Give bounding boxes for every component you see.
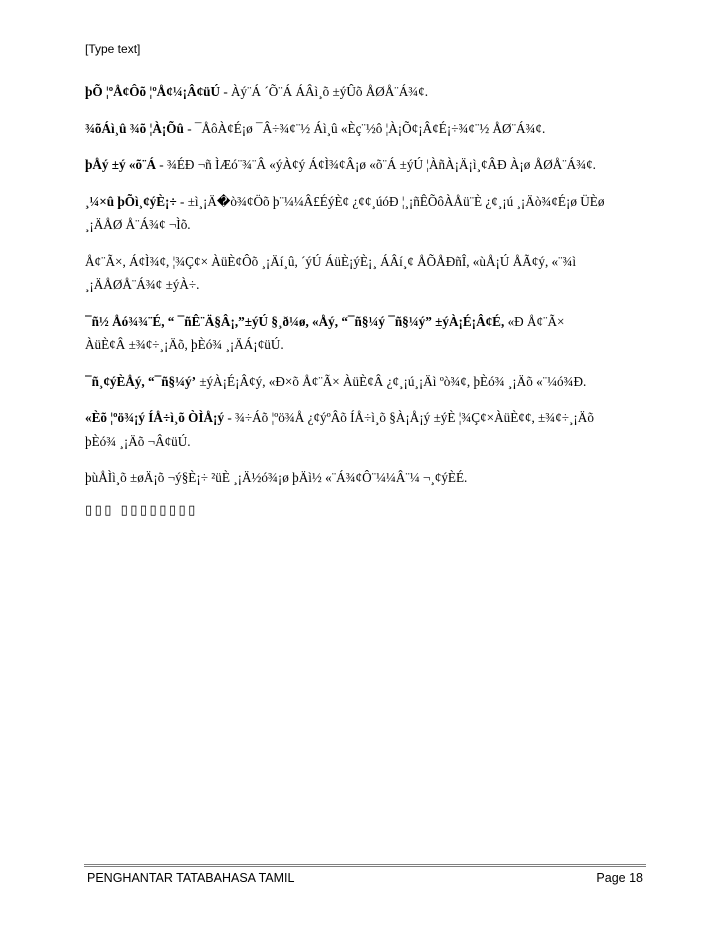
text-line: [85, 370, 645, 394]
bold-text-segment: þÕ ¦ºÅ¢Ôõ ¦ºÅ¢¼¡Â¢üÚ: [85, 84, 221, 99]
text-line: [85, 153, 645, 177]
paragraph: [85, 117, 645, 141]
text-segment: - ±ì¸¡Ä�ò¾¢Öõ þ¨¼¼Â£ÉýÈ¢ ¿¢¢¸úóÐ ¦¸¡ñÊÕôÀÅü¨È ¿¢¸¡ú ¸¡Äò¾¢É¡ø ÜÈø: [176, 193, 605, 209]
text-segment: - Àý¨Á ´Õ¨Á ÁÂì¸õ ±ýÛõ ÅØÅ¨Á¾¢.: [220, 84, 428, 99]
text-segment: «Ð Å¢¨Ã×: [504, 313, 565, 329]
missing-glyph-boxes: ▯▯▯ ▯▯▯▯▯▯▯▯: [85, 502, 198, 518]
paragraph: [85, 153, 645, 177]
text-segment: - ¾÷Áõ ¦ºö¾Å ¿¢ýºÂõ ÍÅ÷ì¸õ §À¡Å¡ý ±ýÈ ¦¾Ç¢×ÀüÈ¢¢, ±¾¢÷¸¡Äõ: [224, 410, 594, 425]
paragraph: [85, 80, 645, 104]
text-segment: ¸¡ÄÅØÅ¨Á¾¢ ±ýÀ÷.: [85, 277, 200, 292]
text-segment: Å¢¨Ã×, Á¢Ì¾¢, ¦¾Ç¢× ÀüÈ¢Ôõ ¸¡Äí¸û, ´ýÚ ÁüÈ¡ýÈ¡¸ ÁÂí¸¢ ÅÕÅÐñÎ, «ùÅ¡Ú ÅÃ¢ý, «¨¾ì: [85, 253, 577, 269]
text-segment: - ¯ÅôÀ¢É¡ø ¯Â÷¾¢¨½ Áì¸û «Èç¨½ô ¦À¡Õ¢¡Â¢É¡÷¾¢¨½ ÅØ¨Á¾¢.: [183, 120, 546, 136]
text-line: [85, 190, 645, 214]
text-line: [85, 117, 645, 141]
text-line: [85, 213, 645, 237]
paragraph: [85, 310, 645, 357]
text-line: [85, 310, 645, 334]
page-footer: [84, 864, 646, 891]
bold-text-segment: þÅý ±ý «õ¨Á: [85, 157, 156, 172]
text-segment: þÈó¾ ¸¡Äõ ¬Â¢üÚ.: [85, 433, 191, 449]
text-line: [85, 250, 645, 274]
paragraph: [85, 190, 645, 237]
paragraph: [85, 250, 645, 297]
text-line: [85, 406, 645, 430]
bold-text-segment: ¯ñ½ Åó¾¾¨É, “ ¯ñÊ¨Ä§Â¡,”±ýÚ §¸ð¼ø, «Åý, “¯ñ§¼ý ¯ñ§¼ý” ±ýÀ¡É¡Â¢É,: [85, 313, 505, 329]
page-number: Page 18: [596, 871, 643, 885]
bold-text-segment: ¯ñ¸¢ýÈÅý, “¯ñ§¼ý’: [85, 373, 197, 389]
text-segment: ¸¡ÄÅØ Å¨Á¾¢ ¬Ìõ.: [85, 217, 191, 232]
text-line: [85, 466, 645, 490]
bold-text-segment: ¸¼×û þÕì¸¢ýÈ¡÷: [85, 193, 177, 209]
text-line: [85, 333, 645, 357]
page-header: [Type text]: [85, 42, 141, 56]
text-segment: þùÅÌì¸õ ±øÄ¡õ ¬ý§È¡÷ ²üÈ ¸¡Ä½ó¾¡ø þÄì½ «¨Á¾¢Ô¨¼¼Â¨¼ ¬¸¢ýÈÉ.: [85, 470, 468, 485]
text-line: [85, 273, 645, 297]
text-line: [85, 430, 645, 454]
paragraph: [85, 406, 645, 453]
text-segment: - ¾ÉÐ ¬ñ ÌÆó¨¾¨Â «ýÀ¢ý Á¢Ì¾¢Â¡ø «õ¨Á ±ýÚ ¦ÀñÀ¡Ä¡ì¸¢ÂÐ À¡ø ÅØÅ¨Á¾¢.: [155, 157, 596, 172]
paragraph: [85, 370, 645, 394]
text-segment: ÀüÈ¢Â ±¾¢÷¸¡Äõ, þÈó¾ ¸¡ÄÁ¡¢üÚ.: [85, 337, 284, 352]
footer-title: PENGHANTAR TATABAHASA TAMIL: [87, 871, 295, 885]
text-segment: ±ýÀ¡É¡Â¢ý, «Ð×õ Å¢¨Ã× ÀüÈ¢Â ¿¢¸¡ú¸¡Äì ºò¾¢, þÈó¾ ¸¡Äõ «¨¼ó¾Ð.: [196, 373, 587, 389]
document-body: [85, 80, 645, 518]
text-line: [85, 80, 645, 104]
bold-text-segment: «Èõ ¦ºö¾¡ý ÍÅ÷ì¸õ ÒÌÅ¡ý: [85, 410, 225, 425]
bold-text-segment: ¾õÁì¸û ¾õ ¦À¡Õû: [85, 120, 184, 136]
paragraph: [85, 466, 645, 490]
